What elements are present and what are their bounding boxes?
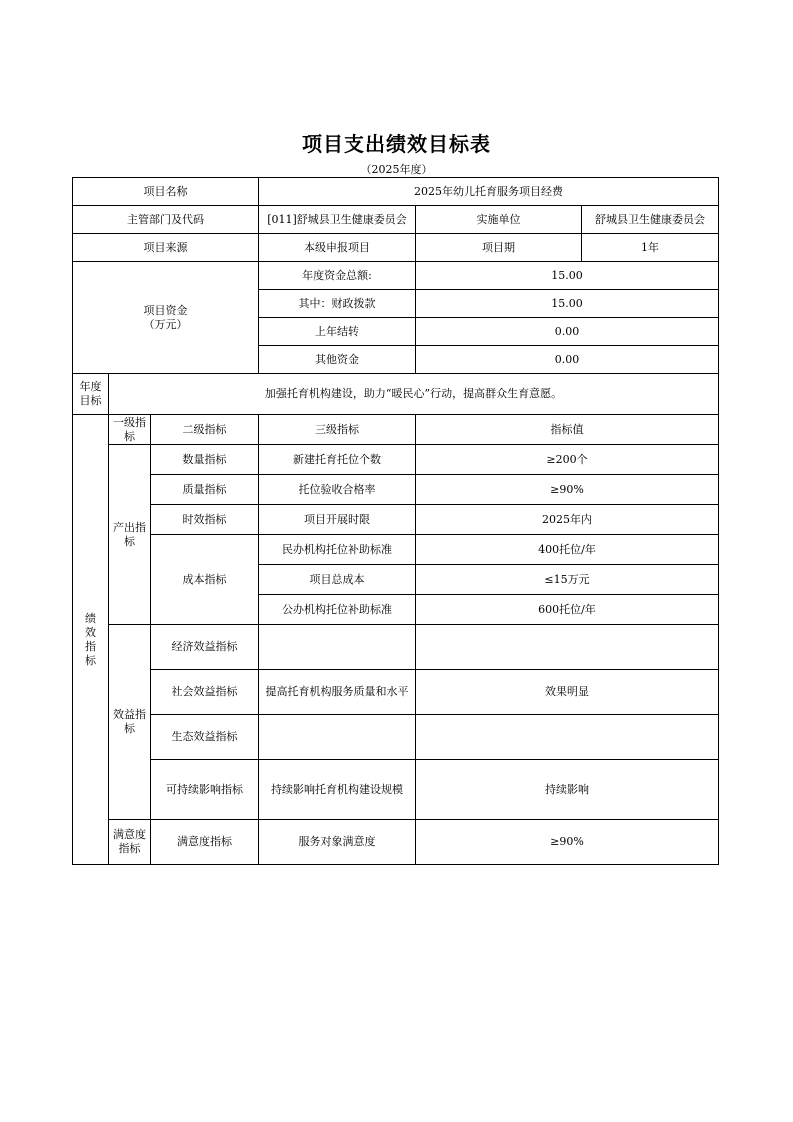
row-sustainable [73, 760, 719, 820]
fund-fiscal-value: 15.00 [416, 290, 719, 318]
header-level3: 三级指标 [259, 415, 416, 445]
time-l2: 时效指标 [151, 505, 259, 535]
social-l2: 社会效益指标 [151, 670, 259, 715]
sustainable-l2: 可持续影响指标 [151, 760, 259, 820]
benefit-indicator-label: 效益指标 [109, 625, 151, 820]
fund-total-value: 15.00 [416, 262, 719, 290]
row-quantity [73, 445, 719, 475]
output-indicator-label: 产出指标 [109, 445, 151, 625]
row-indicator-header [73, 415, 719, 445]
time-l3: 项目开展时限 [259, 505, 416, 535]
row-project-name [73, 178, 719, 206]
performance-table [72, 177, 719, 865]
row-cost-1 [73, 535, 719, 565]
header-level1: 一级指标 [109, 415, 151, 445]
project-name-value: 2025年幼儿托育服务项目经费 [259, 178, 719, 206]
satisfaction-indicator-label: 满意度指标 [109, 820, 151, 865]
period-value: 1年 [582, 234, 719, 262]
fund-other-value: 0.00 [416, 346, 719, 374]
fund-fiscal-label: 其中：财政拨款 [259, 290, 416, 318]
economic-l2: 经济效益指标 [151, 625, 259, 670]
row-time [73, 505, 719, 535]
row-social [73, 670, 719, 715]
row-fund-total [73, 262, 719, 290]
cost-value-private: 400托位/年 [416, 535, 719, 565]
funds-label-cell [73, 262, 259, 374]
row-annual-goal [73, 374, 719, 415]
implementing-unit-value: 舒城县卫生健康委员会 [582, 206, 719, 234]
annual-goal-text: 加强托育机构建设，助力“暖民心”行动，提高群众生育意愿。 [109, 374, 719, 415]
page-title: 项目支出绩效目标表 [302, 132, 491, 156]
quantity-l3: 新建托育托位个数 [259, 445, 416, 475]
social-l3: 提高托育机构服务质量和水平 [259, 670, 416, 715]
quantity-l2: 数量指标 [151, 445, 259, 475]
quality-l3: 托位验收合格率 [259, 475, 416, 505]
row-satisfaction [73, 820, 719, 865]
row-ecological [73, 715, 719, 760]
funds-label: 项目资金 [143, 303, 188, 317]
department-label: 主管部门及代码 [73, 206, 259, 234]
row-department [73, 206, 719, 234]
header-level2: 二级指标 [151, 415, 259, 445]
sustainable-l3: 持续影响托育机构建设规模 [259, 760, 416, 820]
source-label: 项目来源 [73, 234, 259, 262]
annual-goal-label: 年度目标 [73, 374, 109, 415]
fund-carryover-label: 上年结转 [259, 318, 416, 346]
quantity-value: ≥200个 [416, 445, 719, 475]
row-source [73, 234, 719, 262]
cost-l3-public: 公办机构托位补助标准 [259, 595, 416, 625]
source-value: 本级申报项目 [259, 234, 416, 262]
fund-carryover-value: 0.00 [416, 318, 719, 346]
row-quality [73, 475, 719, 505]
funds-unit: （万元） [143, 317, 188, 331]
cost-l2: 成本指标 [151, 535, 259, 625]
cost-l3-private: 民办机构托位补助标准 [259, 535, 416, 565]
fund-other-label: 其他资金 [259, 346, 416, 374]
implementing-unit-label: 实施单位 [416, 206, 582, 234]
satisfaction-value: ≥90% [416, 820, 719, 865]
economic-value [416, 625, 719, 670]
social-value: 效果明显 [416, 670, 719, 715]
year-subtitle: （2025年度） [360, 163, 433, 176]
quality-value: ≥90% [416, 475, 719, 505]
quality-l2: 质量指标 [151, 475, 259, 505]
time-value: 2025年内 [416, 505, 719, 535]
cost-value-public: 600托位/年 [416, 595, 719, 625]
ecological-l2: 生态效益指标 [151, 715, 259, 760]
satisfaction-l2: 满意度指标 [151, 820, 259, 865]
row-economic [73, 625, 719, 670]
satisfaction-l3: 服务对象满意度 [259, 820, 416, 865]
cost-l3-total: 项目总成本 [259, 565, 416, 595]
ecological-value [416, 715, 719, 760]
header-value: 指标值 [416, 415, 719, 445]
ecological-l3 [259, 715, 416, 760]
department-value: [011]舒城县卫生健康委员会 [259, 206, 416, 234]
project-name-label: 项目名称 [73, 178, 259, 206]
performance-indicator-label: 绩效指标 [73, 415, 109, 865]
period-label: 项目期 [416, 234, 582, 262]
sustainable-value: 持续影响 [416, 760, 719, 820]
fund-total-label: 年度资金总额: [259, 262, 416, 290]
economic-l3 [259, 625, 416, 670]
cost-value-total: ≤15万元 [416, 565, 719, 595]
